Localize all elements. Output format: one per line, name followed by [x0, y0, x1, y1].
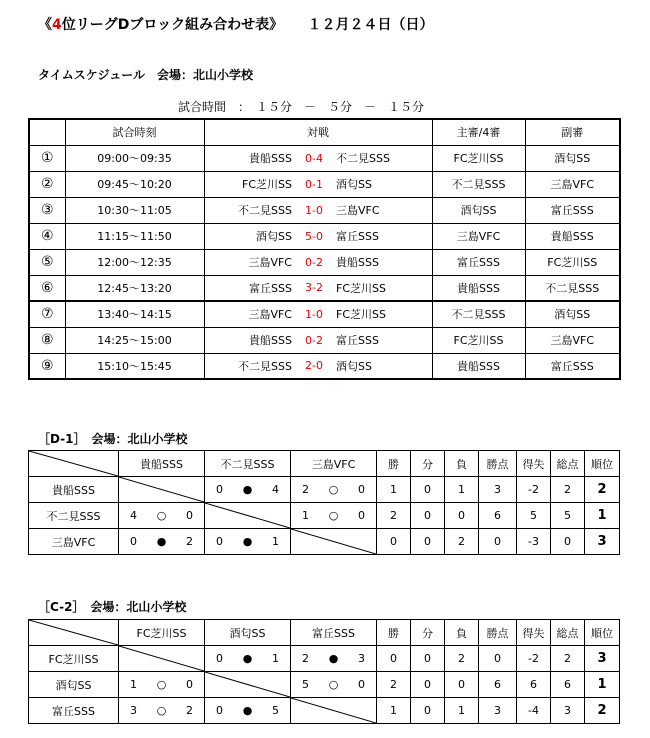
stat-value: 0 — [445, 503, 479, 529]
goals-for: 5 — [302, 678, 309, 691]
referee: 貴船SSS — [432, 275, 525, 301]
goals-for: 0 — [130, 535, 137, 548]
goals-for: 4 — [130, 509, 137, 522]
assistant-referee: 貴船SSS — [525, 223, 620, 249]
assistant-referee: 酒匂SS — [525, 301, 620, 327]
result-mark: ○ — [328, 678, 339, 691]
assistant-referee: 富丘SSS — [525, 353, 620, 379]
league-row — [29, 646, 620, 672]
match-score: 3-2 — [294, 275, 334, 301]
match-score: 0-2 — [294, 327, 334, 353]
stat-value: 0 — [411, 672, 445, 698]
schedule-row — [29, 327, 620, 353]
referee: 不二見SSS — [432, 171, 525, 197]
stat-header: 総点 — [551, 451, 585, 477]
goals-against: 0 — [358, 678, 365, 691]
stat-value: -2 — [517, 477, 551, 503]
away-team: 酒匂SS — [334, 353, 432, 379]
match-score: 0-4 — [294, 145, 334, 171]
schedule-row — [29, 171, 620, 197]
self-cell — [205, 672, 291, 698]
stat-value: 1 — [377, 698, 411, 724]
rank-value: 1 — [585, 672, 620, 698]
assistant-referee: 三島VFC — [525, 327, 620, 353]
stat-header: 分 — [411, 451, 445, 477]
home-team: 貴船SSS — [204, 145, 294, 171]
league-header-row — [29, 451, 620, 477]
referee: 富丘SSS — [432, 249, 525, 275]
away-team: 不二見SSS — [334, 145, 432, 171]
stat-value: -3 — [517, 529, 551, 555]
assistant-referee: FC芝川SS — [525, 249, 620, 275]
goals-against: 1 — [272, 652, 279, 665]
goals-against: 0 — [358, 483, 365, 496]
stat-value: 2 — [377, 503, 411, 529]
stat-value: 1 — [445, 698, 479, 724]
schedule-row — [29, 301, 620, 327]
goals-for: 0 — [216, 704, 223, 717]
match-result — [205, 646, 291, 672]
goals-for: 1 — [130, 678, 137, 691]
result-mark: ○ — [156, 678, 167, 691]
assistant-referee: 三島VFC — [525, 171, 620, 197]
result-mark: ○ — [328, 483, 339, 496]
away-team: 富丘SSS — [334, 223, 432, 249]
stat-value: 3 — [551, 698, 585, 724]
stat-value: 1 — [445, 477, 479, 503]
away-team: FC芝川SS — [334, 301, 432, 327]
self-cell — [205, 503, 291, 529]
home-team: 貴船SSS — [204, 327, 294, 353]
d1-title: ［D-1］ 会場：北山小学校 — [38, 432, 188, 446]
stat-value: 0 — [479, 529, 517, 555]
match-score: 0-2 — [294, 249, 334, 275]
goals-against: 1 — [272, 535, 279, 548]
goals-against: 4 — [272, 483, 279, 496]
self-cell — [291, 698, 377, 724]
match-number: ⑦ — [29, 301, 65, 327]
goals-against: 0 — [186, 678, 193, 691]
stat-value: 2 — [445, 529, 479, 555]
goals-for: 2 — [302, 483, 309, 496]
match-time: 14:25～15:00 — [65, 327, 204, 353]
league-row — [29, 503, 620, 529]
rank-value: 2 — [585, 698, 620, 724]
stat-value: 0 — [411, 698, 445, 724]
match-time: 09:00～09:35 — [65, 145, 204, 171]
schedule-row — [29, 145, 620, 171]
league-row — [29, 672, 620, 698]
rank-value: 1 — [585, 503, 620, 529]
match-result — [205, 477, 291, 503]
stat-value: 0 — [411, 529, 445, 555]
stat-header: 負 — [445, 451, 479, 477]
team-name: FC芝川SS — [29, 646, 119, 672]
stat-value: 2 — [551, 646, 585, 672]
stat-value: 6 — [479, 503, 517, 529]
match-time: 15:10～15:45 — [65, 353, 204, 379]
home-team: 三島VFC — [204, 249, 294, 275]
match-score: 1-0 — [294, 197, 334, 223]
stat-value: 2 — [445, 646, 479, 672]
game-time: 試合時間 ： １５分 － ５分 － １５分 — [178, 100, 425, 114]
schedule-row — [29, 223, 620, 249]
match-time: 10:30～11:05 — [65, 197, 204, 223]
stat-header: 勝 — [377, 620, 411, 646]
stat-header: 勝点 — [479, 451, 517, 477]
stat-header: 勝点 — [479, 620, 517, 646]
league-row — [29, 529, 620, 555]
home-team: 不二見SSS — [204, 197, 294, 223]
stat-value: 6 — [517, 672, 551, 698]
team-column-header: 酒匂SS — [205, 620, 291, 646]
match-result — [205, 529, 291, 555]
match-time: 11:15～11:50 — [65, 223, 204, 249]
match-result — [119, 529, 205, 555]
match-score: 0-1 — [294, 171, 334, 197]
assistant-referee: 富丘SSS — [525, 197, 620, 223]
referee: 三島VFC — [432, 223, 525, 249]
match-result — [291, 503, 377, 529]
match-number: ① — [29, 145, 65, 171]
goals-for: 0 — [216, 535, 223, 548]
match-time: 12:00～12:35 — [65, 249, 204, 275]
away-team: FC芝川SS — [334, 275, 432, 301]
stat-value: 0 — [377, 529, 411, 555]
schedule-table — [28, 118, 621, 380]
away-team: 貴船SSS — [334, 249, 432, 275]
match-number: ⑤ — [29, 249, 65, 275]
result-mark: ● — [242, 652, 253, 665]
schedule-venue: タイムスケジュール 会場：北山小学校 — [38, 68, 254, 82]
d1-league-table — [28, 450, 620, 555]
result-mark: ● — [242, 704, 253, 717]
stat-value: -4 — [517, 698, 551, 724]
schedule-row — [29, 275, 620, 301]
away-team: 富丘SSS — [334, 327, 432, 353]
goals-for: 0 — [216, 483, 223, 496]
home-team: 三島VFC — [204, 301, 294, 327]
title-number: 4 — [52, 17, 62, 33]
stat-value: 6 — [479, 672, 517, 698]
stat-header: 順位 — [585, 620, 620, 646]
match-time: 12:45～13:20 — [65, 275, 204, 301]
team-column-header: FC芝川SS — [119, 620, 205, 646]
team-column-header: 貴船SSS — [119, 451, 205, 477]
assistant-referee: 不二見SSS — [525, 275, 620, 301]
result-mark: ○ — [328, 509, 339, 522]
corner-cell — [29, 620, 119, 646]
team-name: 酒匂SS — [29, 672, 119, 698]
stat-value: 0 — [377, 646, 411, 672]
goals-against: 0 — [186, 509, 193, 522]
match-result — [119, 698, 205, 724]
team-column-header: 不二見SSS — [205, 451, 291, 477]
stat-header: 得失 — [517, 620, 551, 646]
stat-value: 0 — [445, 672, 479, 698]
team-name: 不二見SSS — [29, 503, 119, 529]
self-cell — [119, 477, 205, 503]
home-team: 酒匂SS — [204, 223, 294, 249]
match-result — [291, 477, 377, 503]
match-score: 2-0 — [294, 353, 334, 379]
goals-against: 0 — [358, 509, 365, 522]
result-mark: ○ — [156, 704, 167, 717]
rank-value: 3 — [585, 529, 620, 555]
match-number: ⑥ — [29, 275, 65, 301]
match-number: ③ — [29, 197, 65, 223]
match-result — [291, 672, 377, 698]
stat-value: 5 — [517, 503, 551, 529]
result-mark: ○ — [156, 509, 167, 522]
match-number: ⑧ — [29, 327, 65, 353]
league-row — [29, 698, 620, 724]
match-score: 1-0 — [294, 301, 334, 327]
match-time: 13:40～14:15 — [65, 301, 204, 327]
referee: 不二見SSS — [432, 301, 525, 327]
match-score: 5-0 — [294, 223, 334, 249]
home-team: 富丘SSS — [204, 275, 294, 301]
result-mark: ● — [242, 535, 253, 548]
league-row — [29, 477, 620, 503]
page-title: 《4位リーグDブロック組み合わせ表》 １２月２４日（日） — [38, 17, 434, 33]
match-result — [291, 646, 377, 672]
result-mark: ● — [156, 535, 167, 548]
stat-header: 勝 — [377, 451, 411, 477]
header-referee: 主審/4審 — [432, 119, 525, 145]
team-column-header: 三島VFC — [291, 451, 377, 477]
match-result — [119, 672, 205, 698]
header-match: 対戦 — [204, 119, 432, 145]
stat-value: 2 — [377, 672, 411, 698]
match-number: ④ — [29, 223, 65, 249]
stat-value: 2 — [551, 477, 585, 503]
referee: FC芝川SS — [432, 327, 525, 353]
stat-value: 3 — [479, 698, 517, 724]
match-result — [205, 698, 291, 724]
team-name: 貴船SSS — [29, 477, 119, 503]
match-number: ⑨ — [29, 353, 65, 379]
match-result — [119, 503, 205, 529]
team-column-header: 富丘SSS — [291, 620, 377, 646]
stat-value: 0 — [411, 646, 445, 672]
stat-value: -2 — [517, 646, 551, 672]
stat-header: 得失 — [517, 451, 551, 477]
team-name: 三島VFC — [29, 529, 119, 555]
referee: FC芝川SS — [432, 145, 525, 171]
match-number: ② — [29, 171, 65, 197]
schedule-header-row — [29, 119, 620, 145]
schedule-row — [29, 197, 620, 223]
result-mark: ● — [328, 652, 339, 665]
referee: 貴船SSS — [432, 353, 525, 379]
schedule-row — [29, 353, 620, 379]
goals-for: 1 — [302, 509, 309, 522]
stat-header: 総点 — [551, 620, 585, 646]
team-name: 富丘SSS — [29, 698, 119, 724]
goals-against: 2 — [186, 704, 193, 717]
home-team: 不二見SSS — [204, 353, 294, 379]
league-header-row — [29, 620, 620, 646]
home-team: FC芝川SS — [204, 171, 294, 197]
stat-header: 分 — [411, 620, 445, 646]
self-cell — [119, 646, 205, 672]
c2-league-table — [28, 619, 620, 724]
result-mark: ● — [242, 483, 253, 496]
stat-value: 0 — [411, 503, 445, 529]
goals-against: 3 — [358, 652, 365, 665]
stat-value: 0 — [479, 646, 517, 672]
title-date: １２月２４日（日） — [307, 17, 434, 33]
stat-value: 3 — [479, 477, 517, 503]
header-no — [29, 119, 65, 145]
stat-value: 0 — [551, 529, 585, 555]
stat-value: 5 — [551, 503, 585, 529]
stat-header: 負 — [445, 620, 479, 646]
rank-value: 3 — [585, 646, 620, 672]
referee: 酒匂SS — [432, 197, 525, 223]
header-assistant: 副審 — [525, 119, 620, 145]
assistant-referee: 酒匂SS — [525, 145, 620, 171]
header-time: 試合時刻 — [65, 119, 204, 145]
c2-title: ［C-2］ 会場：北山小学校 — [38, 600, 187, 614]
stat-value: 6 — [551, 672, 585, 698]
stat-header: 順位 — [585, 451, 620, 477]
rank-value: 2 — [585, 477, 620, 503]
self-cell — [291, 529, 377, 555]
corner-cell — [29, 451, 119, 477]
stat-value: 0 — [411, 477, 445, 503]
goals-against: 2 — [186, 535, 193, 548]
goals-for: 2 — [302, 652, 309, 665]
away-team: 三島VFC — [334, 197, 432, 223]
goals-for: 0 — [216, 652, 223, 665]
goals-for: 3 — [130, 704, 137, 717]
stat-value: 1 — [377, 477, 411, 503]
match-time: 09:45～10:20 — [65, 171, 204, 197]
goals-against: 5 — [272, 704, 279, 717]
away-team: 酒匂SS — [334, 171, 432, 197]
schedule-row — [29, 249, 620, 275]
